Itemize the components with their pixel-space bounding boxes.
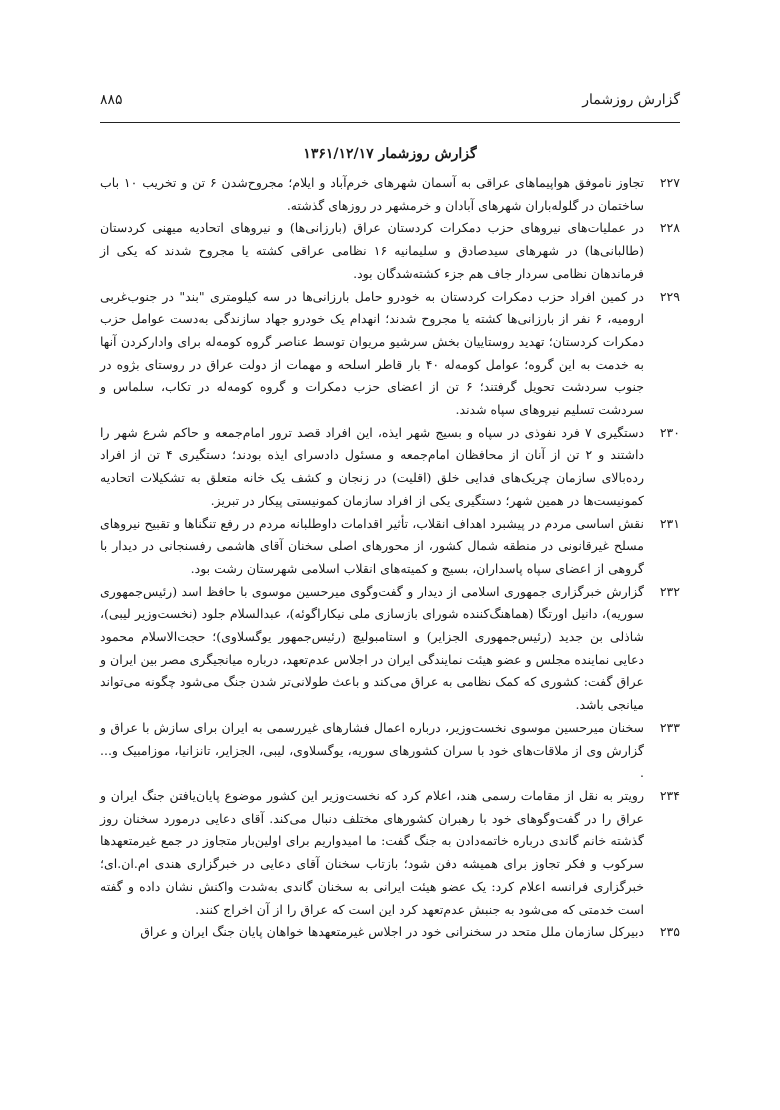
entry-228: [100, 217, 680, 285]
entry-227: [100, 172, 680, 217]
report-title: گزارش روزشمار ۱۳۶۱/۱۲/۱۷: [303, 146, 477, 162]
entry-text: در کمین افراد حزب دمکرات کردستان به خودرو حامل بارزانی‌ها در سه کیلومتری "بند" در جنوب‌غربی ارومیه، ۶ نفر از بارزانی‌ها کشته یا مجروح شدند؛ انهدام یک خودرو جهاد سازندگی به‌دست عوامل حزب دمکرات کردستان؛ تهدید روستاییان بخش سرشیو مریوان توسط عناصر گروه کومه‌له برای وادارکردن آنها به خدمت به این گروه؛ عوامل کومه‌له ۴۰ بار قاطر اسلحه و مهمات از دولت عراق در روستای بژوه در جنوب سردشت تحویل گرفتند؛ ۶ تن از اعضای حزب دمکرات و گروه کومه‌له در تکاب، سلماس و سردشت تسلیم نیروهای سپاه شدند.: [100, 288, 644, 418]
entry-number: ۲۲۸: [659, 220, 680, 236]
entry-text: دبیرکل سازمان ملل متحد در سخنرانی خود در اجلاس غیرمتعهدها خواهان پایان جنگ ایران و عراق: [140, 924, 644, 940]
entry-number: ۲۲۷: [659, 175, 680, 190]
entry-number: ۲۳۳: [659, 719, 680, 735]
entry-number: ۲۳۱: [659, 515, 680, 531]
header-divider: [100, 122, 680, 123]
entry-list: [100, 172, 680, 944]
entry-text: سخنان میرحسین موسوی نخست‌وزیر، درباره اعمال فشارهای غیررسمی به ایران برای سازش با عراق و گزارش وی از ملاقات‌های خود با سران کشورهای سوریه، یوگسلاوی، لیبی، الجزایر، تانزانیا، موزامبیک و... .: [100, 719, 644, 781]
entry-text: رویتر به نقل از مقامات رسمی هند، اعلام کرد که نخست‌وزیر این کشور موضوع پایان‌یافتن جنگ ایران و عراق را در گفت‌وگوهای خود با رهبران کشورهای مختلف دنبال می‌کند. آقای دعایی درمورد سخنان روز گذشته خانم گاندی درباره خاتمه‌دادن به جنگ گفت: ما امیدواریم برای اولین‌بار متجاوز در جمع غیرمتعهدها سرکوب و فکر تجاوز برای همیشه دفن شود؛ بازتاب سخنان آقای دعایی در خبرگزاری هندی ام.ان.ای؛ خبرگزاری فرانسه اعلام کرد: یک عضو هیئت ایرانی به سخنان گاندی به‌شدت واکنش نشان داده و گفته است خدمتی که می‌شود به جنبش عدم‌تعهد کرد این است که عراق را از آن اخراج کنند.: [100, 787, 644, 917]
entry-number: ۲۳۵: [659, 924, 680, 940]
entry-text: نقش اساسی مردم در پیشبرد اهداف انقلاب، تأثیر اقدامات داوطلبانه مردم در رفع تنگناها و تقبیح نیروهای مسلح غیرقانونی در منطقه شمال کشور، از محورهای اصلی سخنان آقای هاشمی رفسنجانی در دیدار با گروهی از اعضای سپاه پاسداران، بسیج و کمیته‌های انقلاب اسلامی شهرستان رشت بود.: [100, 515, 644, 576]
entry-text: دستگیری ۷ فرد نفوذی در سپاه و بسیج شهر ایذه، این افراد قصد ترور امام‌جمعه و حاکم شرع شهر را داشتند و ۲ تن از آنان از محافظان امام‌جمعه و مسئول دادسرای ایذه بودند؛ دستگیری ۴ تن از افراد رده‌بالای سازمان چریک‌های فدایی خلق (اقلیت) در زنجان و کشف یک خانه متعلق به تشکیلات اتحادیه کمونیست‌ها در همین شهر؛ دستگیری یکی از افراد سازمان کمونیستی پیکار در تبریز.: [100, 424, 644, 508]
entry-231: [100, 513, 680, 581]
entry-232: [100, 581, 680, 717]
running-header-title: گزارش روزشمار: [582, 92, 680, 108]
entry-text: در عملیات‌های نیروهای حزب دمکرات کردستان عراق (بارزانی‌ها) و نیروهای اتحادیه میهنی کردستان (طالبانی‌ها) در شهرهای سیدصادق و سلیمانیه ۱۶ نظامی عراقی کشته یا مجروح شدند که یکی از فرماندهان نظامی سردار جاف هم جزء کشته‌شدگان بود.: [100, 220, 644, 281]
entry-number: ۲۳۰: [659, 424, 680, 440]
entry-234: [100, 785, 680, 921]
entry-number: ۲۳۲: [659, 583, 680, 599]
entry-229: [100, 286, 680, 422]
entry-text: گزارش خبرگزاری جمهوری اسلامی از دیدار و گفت‌وگوی میرحسین موسوی با حافظ اسد (رئیس‌جمهوری سوریه)، دانیل اورتگا (هماهنگ‌کننده شورای بازسازی ملی نیکاراگوئه)، عبدالسلام جلود (نخست‌وزیر لیبی)، شاذلی بن جدید (رئیس‌جمهوری الجزایر) و استامبولیچ (رئیس‌جمهور یوگسلاوی)؛ حجت‌الاسلام محمود دعایی نماینده مجلس و عضو هیئت نمایندگی ایران در اجلاس عدم‌تعهد، درباره میانجیگری مصر بین ایران و عراق گفت: کشوری که کمک نظامی به عراق می‌کند و باعث طولانی‌تر شدن جنگ می‌شود چگونه می‌تواند میانجی باشد.: [100, 583, 644, 713]
running-header: [100, 92, 680, 116]
entry-text: تجاوز ناموفق هواپیماهای عراقی به آسمان شهرهای خرم‌آباد و ایلام؛ مجروح‌شدن ۶ تن و تخریب ۱۰ باب ساختمان در گلوله‌باران شهرهای آبادان و خرمشهر در روزهای گذشته.: [100, 175, 644, 213]
entry-233: [100, 717, 680, 785]
page-number: ۸۸۵: [100, 92, 123, 108]
entry-230: [100, 422, 680, 513]
entry-235: [100, 921, 680, 944]
entry-number: ۲۲۹: [659, 288, 680, 304]
entry-number: ۲۳۴: [659, 787, 680, 803]
